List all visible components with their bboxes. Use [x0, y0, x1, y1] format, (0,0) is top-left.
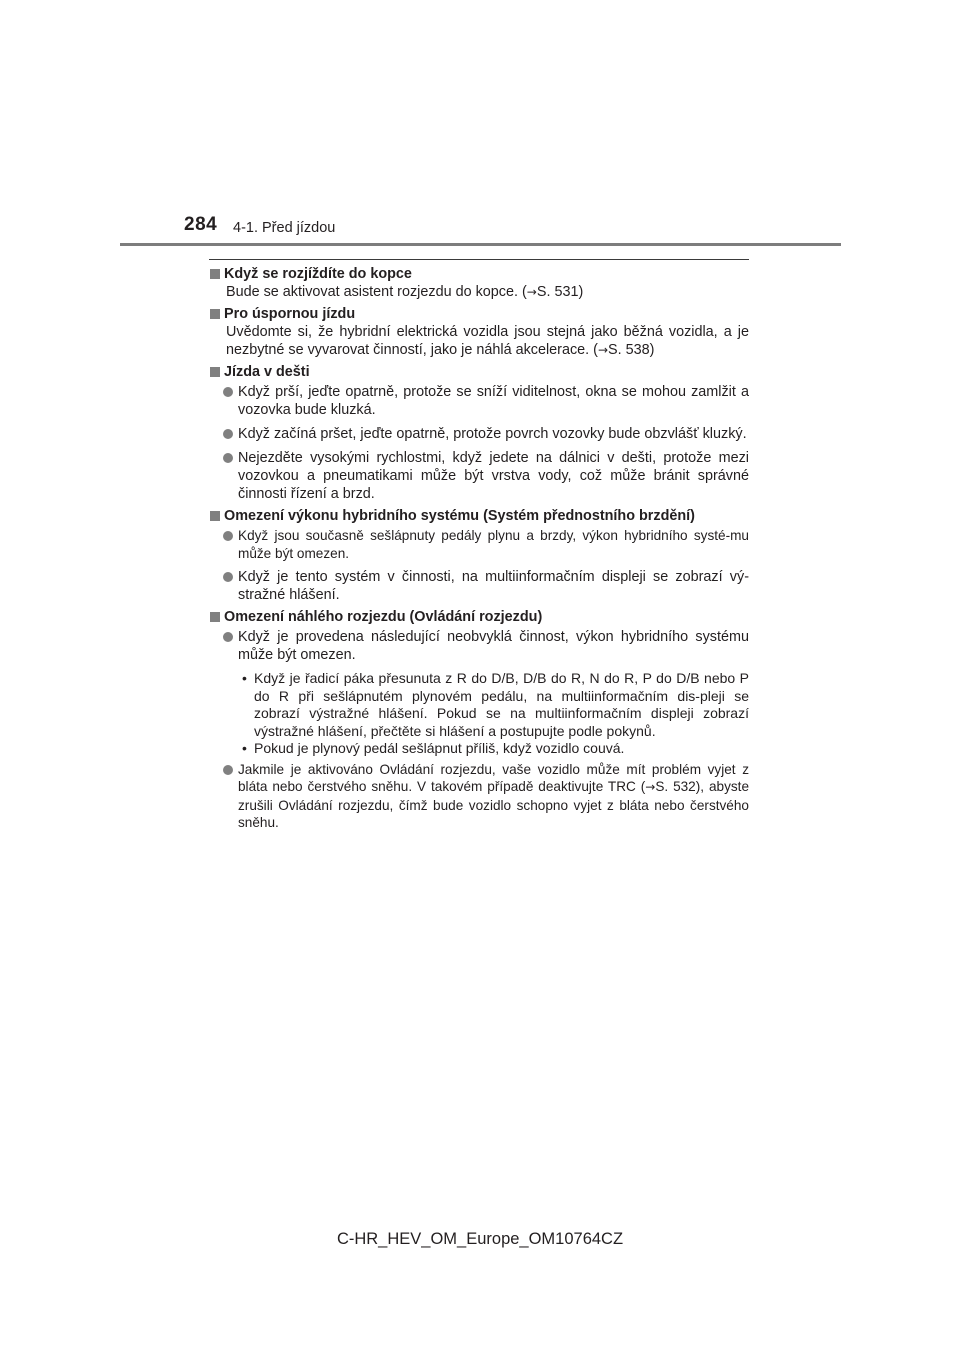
list-item: Když jsou současně sešlápnuty pedály plynu a brzdy, výkon hybridního systé-mu může být omezen. — [209, 527, 749, 562]
sub-bullet-icon: • — [242, 740, 247, 756]
section-heading: Když se rozjíždíte do kopce — [209, 265, 749, 283]
section-heading: Omezení náhlého rozjezdu (Ovládání rozjezdu) — [209, 608, 749, 626]
list-item: Když prší, jeďte opatrně, protože se sníží viditelnost, okna se mohou zamlžit a vozovka bude kluzká. — [209, 383, 749, 419]
section-heading: Jízda v dešti — [209, 363, 749, 381]
page-number: 284 — [184, 214, 218, 235]
header-divider — [120, 243, 841, 246]
arrow-right-icon: → — [597, 343, 609, 357]
page-content — [209, 265, 749, 836]
page-reference: S. 538) — [608, 342, 655, 358]
section-heading: Omezení výkonu hybridního systému (Systém přednostního brzdění) — [209, 507, 749, 525]
section-title: 4-1. Před jízdou — [233, 220, 336, 236]
square-bullet-icon — [210, 612, 220, 622]
square-bullet-icon — [210, 511, 220, 521]
list-item: Když je provedena následující neobvyklá činnost, výkon hybridního systému může být omezen. — [209, 628, 749, 664]
sub-list-item: • Když je řadicí páka přesunuta z R do D/B, D/B do R, N do R, P do D/B nebo P do R při sešlápnutém plynovém pedálu, na multiinformačním dis-pleji se zobrazí výstražné hlášení. Pokud se na multiinformačním displeji zobrazí výstražné hlášení, přečtěte si hlášení a postupujte podle pokynů. — [242, 670, 749, 739]
paragraph: Uvědomte si, že hybridní elektrická vozidla jsou stejná jako běžná vozidla, a je nezbytné se vyvarovat činností, jako je náhlá akcelerace. (→S. 538) — [226, 324, 749, 358]
section-rain-driving — [209, 363, 749, 503]
content-divider — [209, 259, 749, 260]
sub-list-item: • Pokud je plynový pedál sešlápnut příliš, když vozidlo couvá. — [242, 740, 625, 756]
page-reference: S. 532), — [655, 779, 705, 794]
sub-bullet-icon: • — [242, 670, 247, 686]
round-bullet-icon — [223, 572, 233, 582]
arrow-right-icon: → — [526, 285, 537, 299]
list-item: Jakmile je aktivováno Ovládání rozjezdu, vaše vozidlo může mít problém vyjet z bláta nebo čerstvého sněhu. V takovém případě deaktivujte TRC (→S. 532), abyste zrušili Ovládání rozjezdu, čímž bude vozidlo schopno vyjet z bláta nebo čerstvého sněhu. — [209, 761, 749, 832]
section-brake-override — [209, 507, 749, 604]
square-bullet-icon — [210, 269, 220, 279]
arrow-right-icon: → — [645, 780, 656, 794]
round-bullet-icon — [223, 387, 233, 397]
section-eco-driving — [209, 305, 749, 359]
round-bullet-icon — [223, 429, 233, 439]
list-item: Když je tento systém v činnosti, na multiinformačním displeji se zobrazí vý-stražné hlášení. — [209, 568, 749, 604]
round-bullet-icon — [223, 531, 233, 541]
round-bullet-icon — [223, 453, 233, 463]
round-bullet-icon — [223, 765, 233, 775]
section-drive-start-control — [209, 608, 749, 832]
section-heading: Pro úspornou jízdu — [209, 305, 749, 323]
section-hill-start — [209, 265, 749, 301]
page-reference: S. 531) — [536, 284, 584, 300]
list-item: Nejezděte vysokými rychlostmi, když jedete na dálnici v dešti, protože mezi vozovkou a pneumatikami může být vrstva vody, což může bránit správné činnosti řízení a brzd. — [209, 449, 749, 503]
document-id: C-HR_HEV_OM_Europe_OM10764CZ — [336, 1230, 624, 1248]
paragraph: Bude se aktivovat asistent rozjezdu do kopce. (→S. 531) — [226, 284, 584, 300]
list-item: Když začíná pršet, jeďte opatrně, protože povrch vozovky bude obzvlášť kluzký. — [209, 425, 749, 443]
square-bullet-icon — [210, 309, 220, 319]
round-bullet-icon — [223, 632, 233, 642]
square-bullet-icon — [210, 367, 220, 377]
